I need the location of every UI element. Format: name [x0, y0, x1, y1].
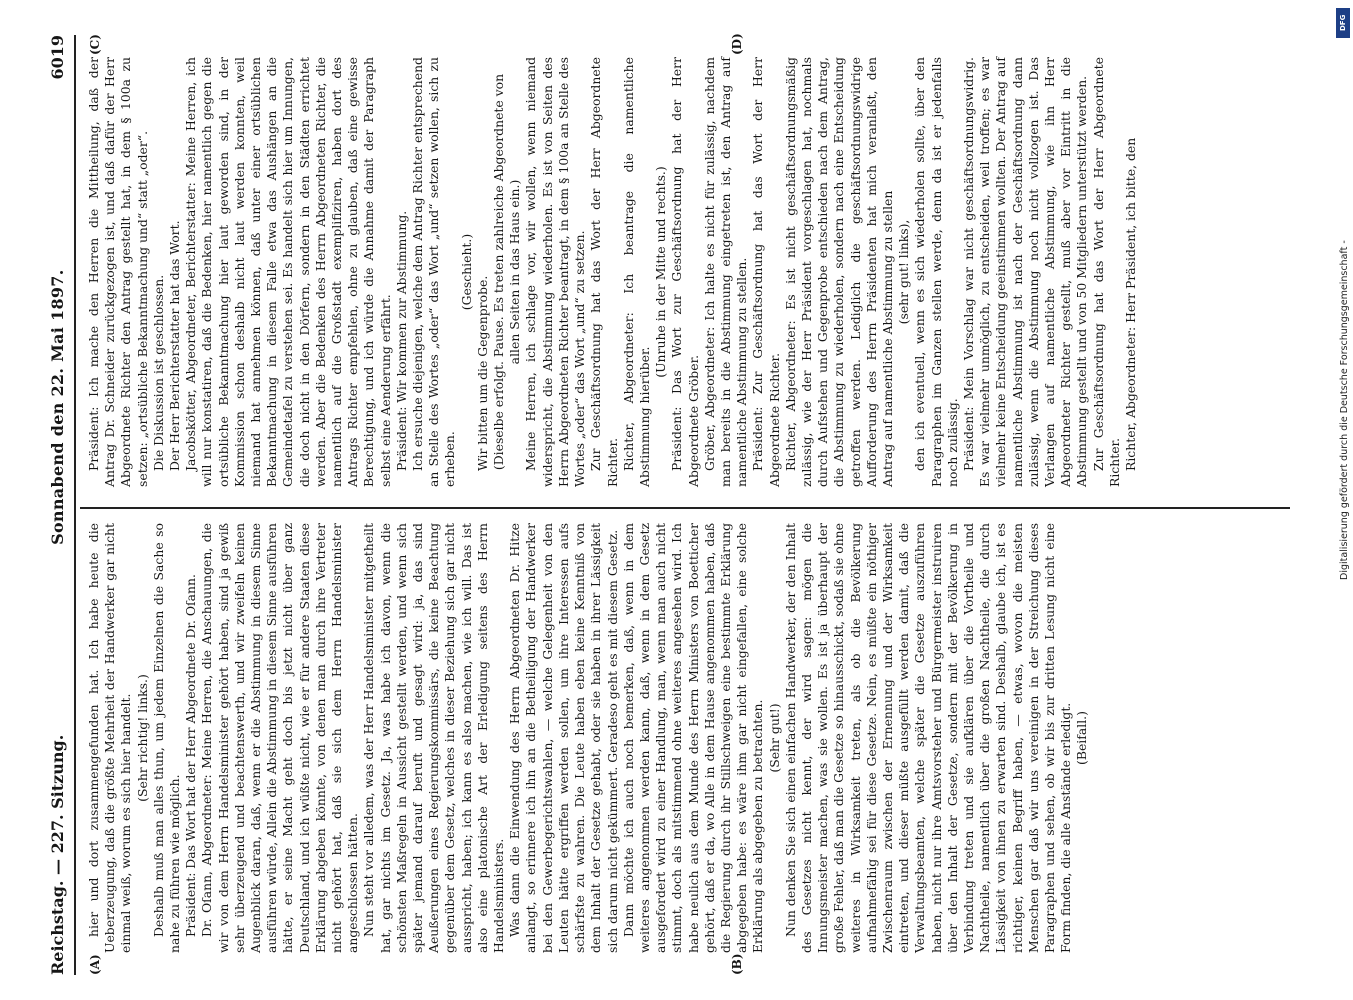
header-left: Reichstag. — 227. Sitzung.	[47, 734, 67, 975]
paragraph: hier und dort zusammengefunden hat. Ich habe heute die Ueberzeugung, daß die größte Mehrheit der Handwerker gar nicht einmal weiß, worum es sich hier handelt.	[86, 523, 134, 953]
marker-b: (B)	[730, 953, 744, 975]
column-divider	[80, 507, 1290, 509]
paragraph: Präsident: Zur Geschäftsordnung hat das Wort der Herr Abgeordnete Richter.	[750, 57, 782, 487]
paragraph: Ich ersuche diejenigen, welche dem Antrag Richter entsprechend an Stelle des Wortes „oder“ das Wort „und“ setzen wollen, sich zu erheben.	[410, 57, 458, 487]
paragraph: Präsident: Das Wort zur Geschäftsordnung hat der Herr Abgeordnete Gröber.	[669, 57, 701, 487]
paragraph: Präsident: Mein Vorschlag war nicht geschäftsordnungswidrig. Es war vielmehr unmöglich, zu entscheiden, weil troffen; es war vielmehr keine Entscheidung geeinstimmen wollten. Der Antrag auf namentliche Abstimmung ist nach der Geschäftsordnung dann zulässig, wenn die Abstimmung noch nicht vollzogen ist. Das Verlangen auf namentliche Abstimmung, wie ihn Herr Abgeordneter Richter gestellt, muß aber vor Eintritt in die Abstimmung gestellt und von 50 Mitgliedern unterstützt werden.	[960, 57, 1090, 487]
paragraph: den ich eventuell, wenn es sich wiederholen sollte, über den Paragraphen im Ganzen stellen werde, denn da ist er jedenfalls noch zulässig.	[912, 57, 960, 487]
marker-c: (C)	[88, 34, 102, 55]
paragraph: Präsident: Ich mache den Herren die Mittheilung, daß der Antrag Dr. Schneider zurückgezogen ist, und daß dafür der Herr Abgeordnete Richter den Antrag gestellt hat, in dem § 100a zu setzen: „ortsübliche Bekanntmachung und“ statt „oder“.	[86, 57, 150, 487]
paragraph: Der Herr Berichterstatter hat das Wort.	[167, 220, 183, 471]
paragraph: Meine Herren, ich schlage vor, wir wollen, wenn niemand widerspricht, die Abstimmung wiederholen. Es ist von Seiten des Herrn Abgeordneten Richter beantragt, in dem § 100a an Stelle des Wortes „oder“ das Wort „und“ zu setzen.	[523, 57, 588, 487]
paragraph: Gröber, Abgeordneter: Ich halte es nicht für zulässig, nachdem man bereits in die Abstimmung eingetreten ist, den Antrag auf namentliche Abstimmung zu stellen.	[701, 57, 750, 487]
paragraph: Nun denken Sie sich einen einfachen Handwerker, der den Inhalt des Gesetzes nicht kennt, der wird sagen: mögen die Innungsmeister machen, was sie wollen. Es ist ja überhaupt der große Fehler, daß man die Gesetze so hinausschickt, sodaß sie ohne weiteres in Wirksamkeit treten, als ob die Bevölkerung aufnahmefähig sei für diese Gesetze. Nein, es müßte ein nöthiger Zwischenraum zwischen der Ernennung und der Wirksamkeit eintreten, und dieser müßte ausgefüllt werden damit, daß die Verwaltungsbeamten, welche später die Gesetze auszuführen haben, nicht nur ihre Amtsvorsteher und Bürgermeister instruiren über den Inhalt der Gesetze, sondern mit der Bevölkerung in Verbindung treten und sie aufklären über die Vortheile und Nachtheile, namentlich über die großen Nachtheile, die durch Lässigkeit von ihnen zu erwarten sind. Deshalb, glaube ich, ist es richtiger, keinen Begriff haben, — etwas, wovon die meisten Menschen gar daß wir uns vereinigen in der Streichung dieses Paragraphen und sehen, ob wir bis zur dritten Lesung nicht eine Form finden, die alle Anstände erledigt.	[782, 523, 1074, 953]
paragraph: (Unruhe in der Mitte und rechts.)	[653, 166, 669, 378]
paragraph: Die Diskussion ist geschlossen.	[150, 274, 166, 471]
paragraph: Zur Geschäftsordnung hat das Wort der Herr Abgeordnete Richter.	[588, 57, 620, 487]
right-column	[86, 57, 1139, 487]
paragraph: Deshalb muß man alles thun, um jedem Einzelnen die Sache so nahe zu führen wie möglich.	[150, 523, 183, 953]
paragraph: (Beifall.)	[1074, 711, 1090, 765]
paragraph: Richter, Abgeordneter: Es ist nicht geschäftsordnungsmäßig zulässig, wie der Herr Präsident vorgeschlagen hat, nochmals durch Aufstehen und Gegenprobe entschieden nach dem Antrag, die Abstimmung zu wiederholen, sondern nach eine Entscheidung getroffen werden. Lediglich die geschäftsordnungswidrige Aufforderung des Herrn Präsidenten hat mich veranlaßt, den Antrag auf namentliche Abstimmung zu stellen	[782, 57, 895, 487]
left-column	[86, 523, 1091, 953]
paragraph: (Sehr richtig! links.)	[134, 674, 150, 802]
marker-d: (D)	[730, 33, 744, 55]
page-number: 6019	[47, 35, 67, 80]
paragraph: (sehr gut! links),	[896, 219, 912, 325]
paragraph: Wir bitten um die Gegenprobe.	[474, 275, 490, 471]
paragraph: Präsident: Das Wort hat der Herr Abgeordnete Dr. Oſann.	[183, 574, 199, 937]
paragraph: (Geschieht.)	[458, 233, 474, 311]
digitization-notice: Digitalisierung gefördert durch die Deutsche Forschungsgemeinschaft -	[1339, 240, 1350, 580]
paragraph: (Dieselbe erfolgt. Pause. Es treten zahlreiche Abgeordnete von allen Seiten in das Haus ein.)	[491, 73, 523, 471]
header-date: Sonnabend den 22. Mai 1897.	[47, 269, 67, 545]
paragraph: Nun steht vor alledem, was der Herr Handelsminister mitgetheilt hat, gar nichts im Gesetz. Ja, was habe ich davon, wenn die schönsten Maßregeln in Aussicht gestellt werden, und wenn sich später jemand darauf beruft und gesagt wird: ja, das sind Aeußerungen eines Regierungskommissärs, die keine Beachtung gegenüber dem Gesetz, welches in dieser Beziehung sich gar nicht ausspricht, haben; ich kann es also machen, wie ich will. Das ist also eine platonische Art der Erledigung seitens des Herrn Handelsministers.	[361, 523, 507, 953]
marker-a: (A)	[88, 954, 102, 975]
paragraph: Präsident: Wir kommen zur Abstimmung.	[393, 210, 409, 471]
paragraph: Jacobskötter, Abgeordneter, Berichterstatter: Meine Herren, ich will nur konstatiren, daß die Bedenken, hier namentlich gegen die ortsübliche Bekanntmachung hier laut geworden sind, in der Kommission schon deshalb nicht laut werden konnten, weil niemand hat annehmen können, daß unter einer ortsüblichen Bekanntmachung in diesem Falle etwa das Aushängen an die Gemeindetafel zu verstehen sei. Es handelt sich hier um Innungen, die doch nicht in den Dörfern, sondern in den Städten errichtet werden. Aber die Bedenken des Herrn Abgeordneten Richter, die namentlich auf die Großstadt exemplifiziren, haben dort des Antrags Richter empfehlen, ohne zu glauben, daß eine gewisse Berechtigung, und ich würde die Annahme damit der Paragraph selbst eine Aenderung erfährt.	[183, 57, 393, 487]
paragraph: Richter, Abgeordneter: Herr Präsident, ich bitte, den	[1123, 137, 1138, 471]
dfg-logo: DFG	[1336, 8, 1350, 38]
paragraph: Dann möchte ich auch noch bemerken, daß, wenn in dem weiteres angenommen werden kann, daß, wenn in dem Gesetz ausgefordert wird zu einer Handlung, man, wenn man auch nicht stimmt, doch als mitstimmend ohne weiteres angesehen wird. Ich habe neulich aus dem Munde des Herrn Ministers von Boetticher gehört, daß er da, wo Alle in dem Hause angenommen haben, daß die Regierung durch ihr Stillschweigen eine bestimmte Erklärung abgegeben habe: es wäre ihm gar nicht eingefallen, eine solche Erklärung als abgegeben zu betrachten.	[620, 523, 766, 953]
paragraph: Dr. Oſann, Abgeordneter: Meine Herren, die Anschauungen, die wir von dem Herrn Handelsminister gehört haben, sind ja gewiß sehr überzeugend und beachtenswerth, und wir zweifeln keinen Augenblick daran, daß, wenn er die Abstimmung in diesem Sinne ausführen würde, Allein die Abstimmung in diesem Sinne ausführen hätte, er seine Macht geht doch bis jetzt nicht über ganz Deutschland, und ich wüßte nicht, wie er für andere Staaten diese Erklärung abgeben könnte, von denen man durch ihre Vertreter nicht gehört hat, daß sie sich dem Herrn Handelsminister angeschlossen hätten.	[199, 523, 361, 953]
paragraph: Was dann die Einwendung des Herrn Abgeordneten Dr. Hitze anlangt, so erinnere ich ihn an die Betheiligung der Handwerker bei den Gewerbegerichtswahlen, — welche Gelegenheit von den Leuten hätte ergriffen werden sollen, um ihre Interessen aufs schärfste zu wahren. Die Leute haben eben keine Kenntniß von dem Inhalt der Gesetze gehabt, oder sie haben in ihrer Lässigkeit sich darum nicht gekümmert. Geradeso geht es mit diesem Gesetz.	[507, 523, 620, 953]
rotated-page-content	[40, 35, 1320, 975]
page-header	[40, 35, 76, 975]
paragraph: (Sehr gut!)	[766, 703, 782, 773]
paragraph: Zur Geschäftsordnung hat das Wort der Herr Abgeordnete Richter.	[1090, 57, 1122, 487]
paragraph: Richter, Abgeordneter: Ich beantrage die namentliche Abstimmung hierüber.	[620, 57, 652, 487]
